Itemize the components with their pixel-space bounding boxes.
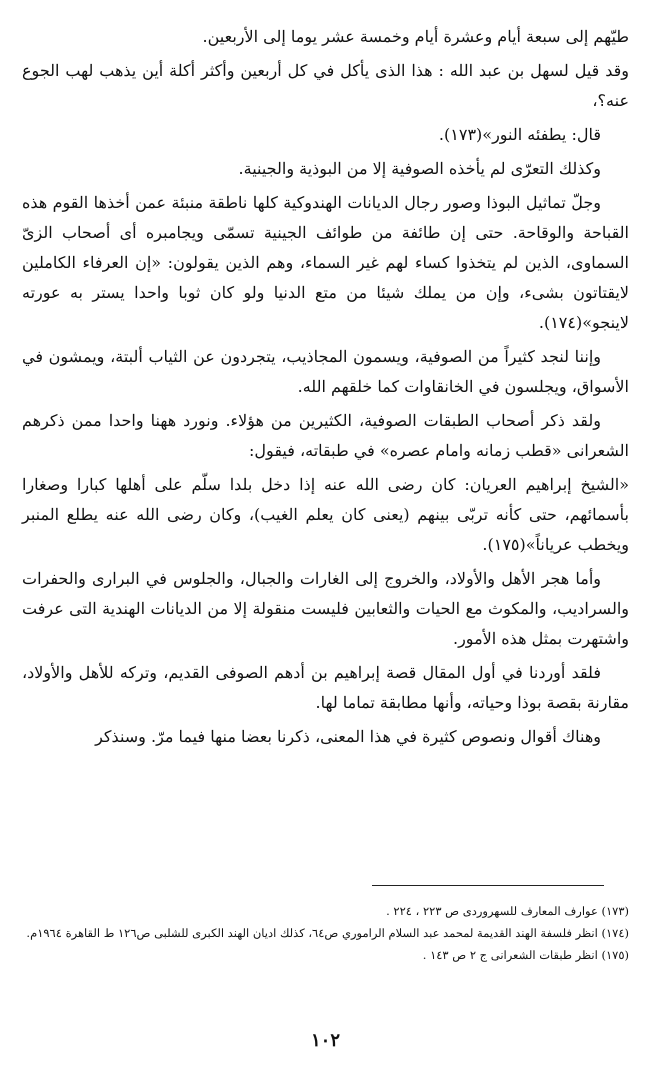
paragraph-sahl-question: وقد قيل لسهل بن عبد الله : هذا الذى يأكل في كل أربعين وأكثر أكلة أين يذهب لهب الجوع عنه؟، bbox=[22, 61, 629, 110]
paragraph-fasting-continuation: طيّهم إلى سبعة أيام وعشرة أيام وخمسة عشر يوما إلى الأربعين. bbox=[202, 27, 629, 46]
page-number: ١٠٢ bbox=[310, 1030, 340, 1051]
paragraph-seclusion: وأما هجر الأهل والأولاد، والخروج إلى الغارات والجبال، والجلوس في البرارى والحفرات والسراديب، والمكوث مع الحيات والثعابين فليست منقولة إلا من الديانات الهندية التى عرفت واشتهرت بمثل هذه الأمور. bbox=[22, 569, 629, 648]
paragraph-ibrahim-adham: فلقد أوردنا في أول المقال قصة إبراهيم بن أدهم الصوفى القديم، وتركه للأهل والأولاد، مقارنة بقصة بوذا وحياته، وأنها مطابقة تماما لها. bbox=[22, 663, 629, 712]
footnotes bbox=[22, 900, 629, 966]
footnote-175: (١٧٥) انظر طبقات الشعرانى ج ٢ ص ١٤٣ . bbox=[422, 948, 629, 962]
paragraph-tabaqat: ولقد ذكر أصحاب الطبقات الصوفية، الكثيرين من هؤلاء. ونورد ههنا واحدا ممن ذكرهم الشعرانى «قطب زمانه وامام عصره» في طبقاته، فيقول: bbox=[22, 411, 629, 460]
footnote-divider bbox=[372, 885, 604, 886]
paragraph-nudity-origin: وكذلك التعرّى لم يأخذه الصوفية إلا من البوذية والجينية. bbox=[238, 159, 601, 178]
paragraph-closing: وهناك أقوال ونصوص كثيرة في هذا المعنى، ذكرنا بعضا منها فيما مرّ. وسنذكر bbox=[95, 727, 601, 746]
paragraph-majadhib: وإننا لنجد كثيراً من الصوفية، ويسمون المجاذيب، يتجردون عن الثياب ألبتة، ويمشون في الأسواق، ويجلسون في الخانقاوات كما خلقهم الله. bbox=[22, 347, 629, 396]
body-text bbox=[22, 22, 629, 756]
paragraph-ibrahim-uryan-quote: «الشيخ إبراهيم العريان: كان رضى الله عنه إذا دخل بلدا سلّم على أهلها كبارا وصغارا بأسمائهم، حتى كأنه تربّى بينهم (يعنى كان يعلم الغيب)، وكان رضى الله عنه يطلع المنبر ويخطب عرياناً»(١٧٥). bbox=[22, 475, 629, 554]
paragraph-sahl-answer: قال: يطفئه النور»(١٧٣). bbox=[438, 125, 601, 144]
footnote-173: (١٧٣) عوارف المعارف للسهروردى ص ٢٢٣ ، ٢٢٤ . bbox=[386, 904, 629, 918]
footnote-174: (١٧٤) انظر فلسفة الهند القديمة لمحمد عبد السلام الراموري ص٦٤، كذلك اديان الهند الكبرى للشلبى ص١٢٦ ط القاهرة ١٩٦٤م. bbox=[26, 926, 629, 940]
paragraph-jain-statues: وجلّ تماثيل البوذا وصور رجال الديانات الهندوكية كلها ناطقة منبئة عمن أخذها القوم هذه القباحة والوقاحة. حتى إن طائفة من طوائف الجينية تسمّى ويجامبره أى أصحاب الزىّ السماوى، الذين لم يتخذوا كساء لهم غير السماء، وهم الذين يقولون: «إن العرفاء الكاملين لايقتاتون بشىء، وإن من يملك شيئا من متع الدنيا ولو كان ثوبا واحدا يستر به عورته لاينجو»(١٧٤). bbox=[22, 193, 630, 332]
